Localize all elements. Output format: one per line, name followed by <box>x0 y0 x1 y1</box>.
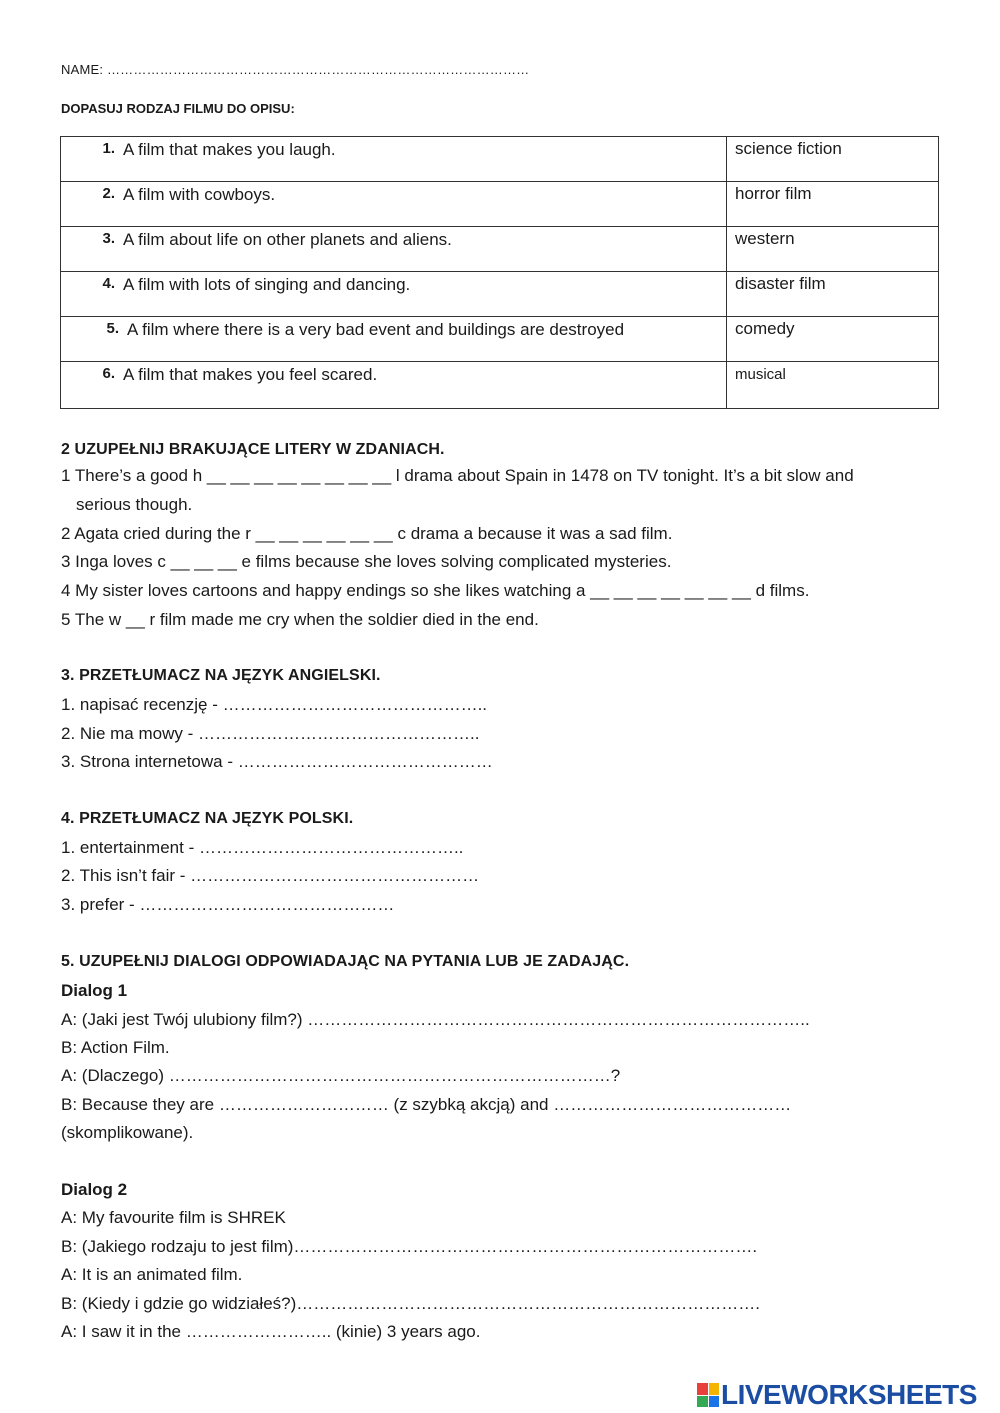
row-number: 2. <box>102 185 115 202</box>
liveworksheets-logo[interactable] <box>697 1380 977 1410</box>
logo-square-red <box>697 1383 708 1395</box>
dialog1-title: Dialog 1 <box>61 981 128 1000</box>
translate-en-3[interactable]: 3. Strona internetowa - ……………………………………… <box>61 752 493 771</box>
table-row <box>61 317 939 362</box>
table-row <box>61 227 939 272</box>
dialog2-line-5[interactable]: A: I saw it in the …………………….. (kinie) 3 years ago. <box>61 1322 481 1341</box>
translate-pl-3[interactable]: 3. prefer - ……………………………………… <box>61 895 395 914</box>
dialog2-line-3: A: It is an animated film. <box>61 1265 243 1284</box>
matching-table <box>60 136 939 409</box>
gap-sentence-1[interactable]: 1 There’s a good h __ __ __ __ __ __ __ __ l drama about Spain in 1478 on TV tonight. It’s a bit slow and <box>61 466 854 485</box>
row-number: 5. <box>106 320 119 337</box>
logo-square-green <box>697 1396 708 1408</box>
row-answer[interactable]: science fiction <box>727 137 939 182</box>
liveworksheets-logo-icon <box>697 1383 719 1407</box>
dialog1-line-4[interactable]: B: Because they are ………………………… (z szybką akcją) and …………………………………… <box>61 1095 792 1114</box>
dialog2-line-2[interactable]: B: (Jakiego rodzaju to jest film)………………………………………………………………………. <box>61 1237 758 1256</box>
row-number: 4. <box>102 275 115 292</box>
dialog2-title: Dialog 2 <box>61 1180 128 1199</box>
row-number: 1. <box>102 140 115 157</box>
table-row <box>61 137 939 182</box>
row-description: A film about life on other planets and aliens. <box>123 230 452 249</box>
translate-en-1[interactable]: 1. napisać recenzję - ……………………………………….. <box>61 695 488 714</box>
section5-title: 5. UZUPEŁNIJ DIALOGI ODPOWIADAJĄC NA PYTANIA LUB JE ZADAJĄC. <box>61 953 630 970</box>
row-answer[interactable]: western <box>727 227 939 272</box>
task1-title: DOPASUJ RODZAJ FILMU DO OPISU: <box>61 101 295 116</box>
table-row <box>61 272 939 317</box>
name-field-label: NAME: …………………………………………………………………………………… <box>61 62 530 77</box>
row-description: A film where there is a very bad event and buildings are destroyed <box>127 320 625 339</box>
gap-sentence-4[interactable]: 4 My sister loves cartoons and happy endings so she likes watching a __ __ __ __ __ __ __ d films. <box>61 581 810 600</box>
logo-square-yellow <box>709 1383 720 1395</box>
gap-sentence-1-cont: serious though. <box>76 495 193 514</box>
dialog1-line-3[interactable]: A: (Dlaczego) ……………………………………………………………………? <box>61 1066 621 1085</box>
dialog2-line-1: A: My favourite film is SHREK <box>61 1208 286 1227</box>
table-row <box>61 182 939 227</box>
logo-square-blue <box>709 1396 720 1408</box>
row-number: 3. <box>102 230 115 247</box>
row-answer[interactable]: musical <box>727 362 939 409</box>
row-answer[interactable]: comedy <box>727 317 939 362</box>
translate-en-2[interactable]: 2. Nie ma mowy - ………………………………………….. <box>61 724 480 743</box>
row-number: 6. <box>102 365 115 382</box>
row-description: A film that makes you feel scared. <box>123 365 378 384</box>
dialog1-line-5: (skomplikowane). <box>61 1123 194 1142</box>
row-answer[interactable]: horror film <box>727 182 939 227</box>
logo-text: LIVEWORKSHEETS <box>721 1379 977 1410</box>
translate-pl-2[interactable]: 2. This isn’t fair - …………………………………………… <box>61 866 480 885</box>
gap-sentence-3[interactable]: 3 Inga loves c __ __ __ e films because she loves solving complicated mysteries. <box>61 552 672 571</box>
gap-sentence-2[interactable]: 2 Agata cried during the r __ __ __ __ __ __ c drama a because it was a sad film. <box>61 524 673 543</box>
section3-title: 3. PRZETŁUMACZ NA JĘZYK ANGIELSKI. <box>61 667 381 684</box>
dialog1-line-2: B: Action Film. <box>61 1038 170 1057</box>
row-description: A film with cowboys. <box>123 185 276 204</box>
dialog1-line-1[interactable]: A: (Jaki jest Twój ulubiony film?) …………………………………………………………………………….. <box>61 1010 810 1029</box>
row-description: A film that makes you laugh. <box>123 140 336 159</box>
row-description: A film with lots of singing and dancing. <box>123 275 411 294</box>
gap-sentence-5[interactable]: 5 The w __ r film made me cry when the soldier died in the end. <box>61 610 539 629</box>
table-row <box>61 362 939 409</box>
section2-title: 2 UZUPEŁNIJ BRAKUJĄCE LITERY W ZDANIACH. <box>61 441 445 458</box>
dialog2-line-4[interactable]: B: (Kiedy i gdzie go widziałeś?)………………………………………………………………………. <box>61 1294 761 1313</box>
translate-pl-1[interactable]: 1. entertainment - ……………………………………….. <box>61 838 464 857</box>
row-answer[interactable]: disaster film <box>727 272 939 317</box>
section4-title: 4. PRZETŁUMACZ NA JĘZYK POLSKI. <box>61 810 354 827</box>
